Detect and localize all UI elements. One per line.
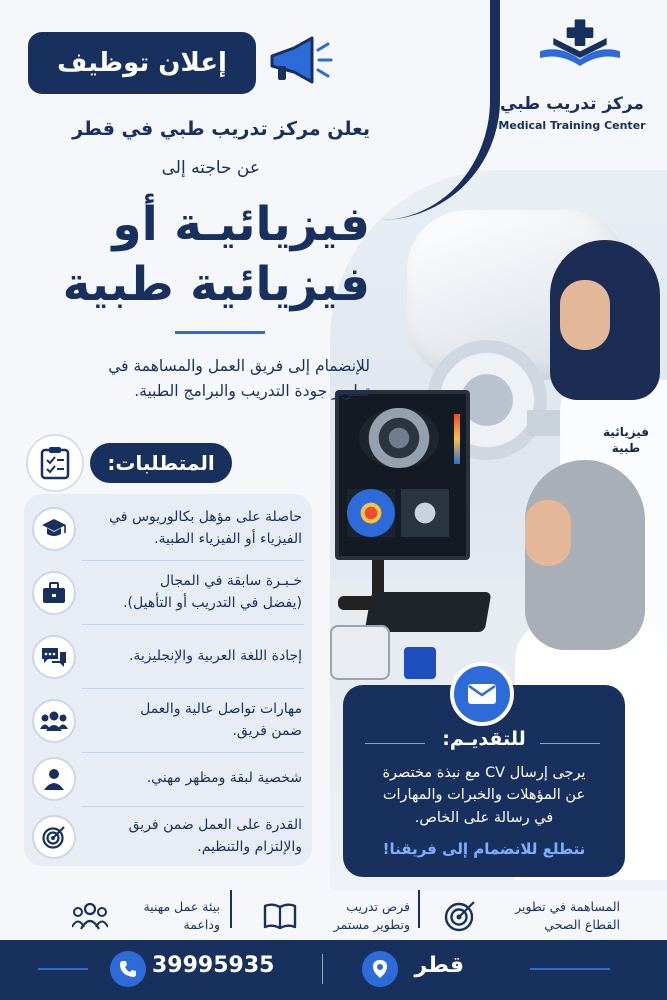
footer-accent-line (38, 968, 88, 970)
requirement-line2: ضمن فريق. (232, 723, 302, 739)
benefit-text (480, 898, 620, 934)
requirement-text (88, 815, 302, 858)
requirement-item (24, 808, 312, 866)
ct-scan-image (359, 408, 439, 468)
apply-title: للتقديـم: (442, 728, 526, 750)
job-title-line2: فيزيائية طبية (62, 257, 370, 312)
separator (82, 560, 304, 561)
monitor (335, 390, 470, 560)
benefit-line2: القطاع الصحي (544, 917, 620, 932)
requirement-item (24, 628, 312, 686)
coat-label (596, 425, 656, 456)
book-icon (260, 896, 300, 936)
requirement-text (88, 507, 302, 550)
benefit-item (60, 888, 220, 944)
team-icon (70, 896, 110, 936)
coat-label-line1: فيزيائية (603, 425, 649, 439)
footer-accent-line (530, 968, 610, 970)
face (560, 280, 610, 350)
envelope-icon (450, 662, 514, 726)
team-icon (32, 699, 76, 743)
requirements-list (24, 494, 312, 866)
location-pin-icon (362, 951, 398, 987)
benefit-text (300, 898, 410, 934)
face (525, 500, 571, 566)
megaphone-icon (264, 34, 334, 90)
benefit-item (430, 888, 620, 944)
apply-call-to-action: نتطلع للانضمام إلى فريقنا! (382, 840, 586, 858)
graduation-cap-icon (32, 507, 76, 551)
requirement-text (88, 699, 302, 742)
benefit-line2: وداعمة (183, 917, 220, 932)
phone-icon (110, 951, 146, 987)
benefit-separator (418, 890, 420, 928)
benefit-line1: المساهمة في تطوير (515, 898, 620, 914)
benefit-line1: فرص تدريب (346, 898, 410, 914)
phone-number[interactable]: 39995935 (152, 953, 275, 978)
benefit-text (110, 898, 220, 934)
chat-bubbles-icon (32, 635, 76, 679)
footer-divider (322, 954, 323, 984)
intro-line2: عن حاجته إلى (161, 158, 260, 178)
requirement-line2: (يفضل في التدريب أو التأهيل). (123, 595, 302, 611)
scan-thumbnail (401, 489, 449, 537)
target-icon (440, 896, 480, 936)
requirement-item (24, 500, 312, 558)
requirement-item (24, 564, 312, 622)
requirement-line2: الفيزياء أو الفيزياء الطبية. (154, 531, 302, 547)
requirement-line1: حاصلة على مؤهل بكالوريوس في (109, 509, 302, 526)
requirements-title: المتطلبات: (90, 443, 232, 483)
separator (82, 688, 304, 689)
requirement-text (88, 646, 302, 668)
title-underline (175, 331, 265, 334)
separator (82, 806, 304, 807)
requirement-text (88, 571, 302, 614)
benefit-item (250, 888, 410, 944)
job-description (40, 354, 370, 404)
benefit-line1: بيئة عمل مهنية (143, 898, 220, 914)
briefcase-icon (32, 571, 76, 615)
hiring-badge: إعلان توظيف (28, 32, 256, 94)
footer-bar (0, 940, 667, 1000)
requirement-line1: القدرة على العمل ضمن فريق (128, 817, 302, 834)
logo-name-en: Medical Training Center (498, 119, 646, 132)
intro-line1: يعلن مركز تدريب طبي في قطر (72, 118, 370, 140)
description-line2: تطوير جودة التدريب والبرامج الطبية. (134, 381, 370, 400)
target-icon (32, 815, 76, 859)
clipboard-icon (26, 434, 84, 492)
requirement-line1: مهارات تواصل عالية والعمل (140, 701, 302, 718)
description-line1: للإنضمام إلى فريق العمل والمساهمة في (108, 357, 370, 375)
apply-line2: عن المؤهلات والخبرات والمهارات (382, 787, 586, 804)
desk-phone (330, 625, 390, 680)
apply-line3: في رسالة على الخاص. (414, 809, 554, 826)
logo-name-ar: مركز تدريب طبي (500, 94, 644, 114)
phantom-cube (404, 647, 436, 679)
requirement-item (24, 692, 312, 750)
dose-map-image (347, 489, 395, 537)
coat-label-line2: طبية (611, 440, 641, 455)
person-icon (32, 757, 76, 801)
requirement-text (88, 768, 302, 790)
benefit-line2: وتطوير مستمر (333, 917, 410, 932)
logo-icon (500, 18, 660, 98)
location-text: قطر (414, 953, 464, 978)
apply-line1: يرجى إرسال CV مع نبذة مختصرة (382, 765, 586, 781)
requirement-line1: إجادة اللغة العربية والإنجليزية. (128, 648, 302, 665)
apply-instructions (352, 762, 616, 829)
requirement-line1: خـبـرة سابقة في المجال (159, 573, 302, 590)
requirement-item (24, 750, 312, 808)
benefit-separator (230, 890, 232, 928)
separator (82, 624, 304, 625)
requirement-line1: شخصية لبقة ومظهر مهني. (146, 770, 302, 787)
requirement-line2: والإلتزام والتنظيم. (197, 839, 302, 855)
job-title-line1: فيزيائيـة أو (112, 197, 370, 252)
color-scale-bar (454, 414, 460, 464)
